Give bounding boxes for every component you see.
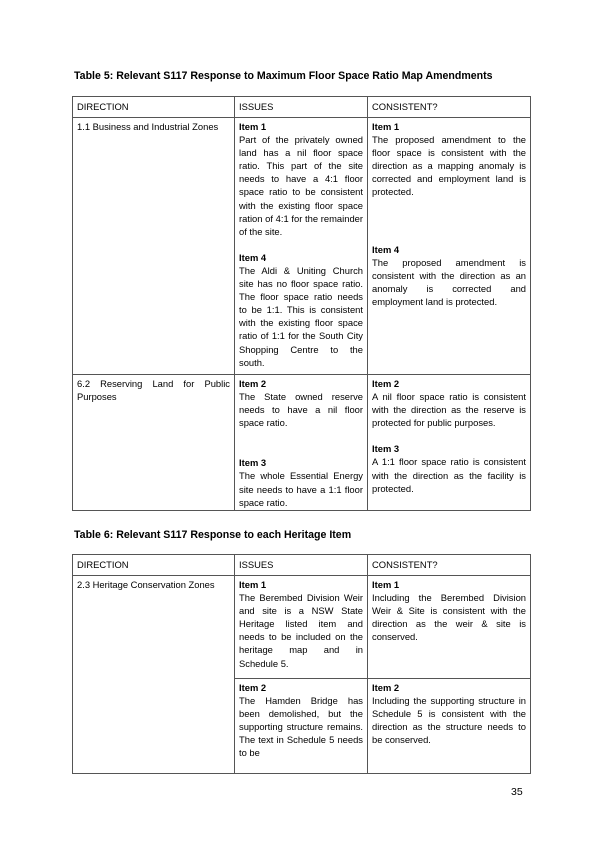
- consistent-title: Item 2: [372, 378, 400, 389]
- table6-header-issues: ISSUES: [235, 555, 368, 576]
- table5-caption: Table 5: Relevant S117 Response to Maximum Floor Space Ratio Map Amendments: [74, 70, 493, 82]
- issues-cell: [235, 576, 368, 679]
- table6: [72, 554, 531, 774]
- issue-text: The Berembed Division Weir and site is a NSW State Heritage listed item and needs to be included on the heritage map and in Schedule 5.: [239, 592, 363, 669]
- consistent-text: The proposed amendment to the floor space is consistent with the direction as a mapping anomaly is corrected and employment land is protected.: [372, 134, 526, 198]
- table5-header-consistent: CONSISTENT?: [368, 97, 531, 118]
- table-row: [73, 118, 531, 375]
- consistent-title: Item 4: [372, 243, 400, 255]
- direction-cell: 2.3 Heritage Conservation Zones: [73, 576, 235, 774]
- direction-cell: 1.1 Business and Industrial Zones: [73, 118, 235, 375]
- issue-title: Item 4: [239, 251, 267, 263]
- table6-header-direction: DIRECTION: [73, 555, 235, 576]
- table5-header-issues: ISSUES: [235, 97, 368, 118]
- consistent-cell: [368, 118, 531, 375]
- issue-title: Item 3: [239, 457, 267, 469]
- consistent-cell: [368, 375, 531, 511]
- consistent-title: Item 2: [372, 682, 400, 693]
- consistent-cell: [368, 679, 531, 774]
- table6-caption: Table 6: Relevant S117 Response to each Heritage Item: [74, 529, 352, 541]
- issues-cell: [235, 118, 368, 375]
- issue-title: Item 2: [239, 378, 267, 389]
- consistent-title: Item 1: [372, 121, 400, 132]
- consistent-cell: [368, 576, 531, 679]
- table6-header-consistent: CONSISTENT?: [368, 555, 531, 576]
- table5-header-row: [73, 97, 531, 118]
- consistent-text: A 1:1 floor space ratio is consistent with the direction as the facility is protected.: [372, 456, 526, 494]
- issues-cell: [235, 375, 368, 511]
- table-row: [73, 576, 531, 679]
- consistent-text: Including the supporting structure in Schedule 5 is consistent with the direction as the structure needs to be conserved.: [372, 695, 526, 746]
- issue-text: The whole Essential Energy site needs to have a 1:1 floor space ratio.: [239, 470, 363, 508]
- consistent-text: Including the Berembed Division Weir & Site is consistent with the direction as the weir & site is conserved.: [372, 592, 526, 643]
- consistent-text: The proposed amendment is consistent with the direction as an anomaly is corrected and employment land is protected.: [372, 256, 526, 307]
- table-row: [73, 375, 531, 511]
- table6-header-row: [73, 555, 531, 576]
- issue-text: The Aldi & Uniting Church site has no floor space ratio. The floor space ratio needs to be 1:1. This is consistent with the existing floor space ratio of 1:1 for the South City Shopping Centre to the south.: [239, 264, 363, 368]
- issue-text: Part of the privately owned land has a nil floor space ratio. This part of the site needs to have a 4:1 floor space ratio to be consistent with the existing floor space ration of 4:1 for the remainder of the site.: [239, 134, 363, 237]
- direction-cell: 6.2 Reserving Land for Public Purposes: [73, 375, 235, 511]
- issues-cell: [235, 679, 368, 774]
- consistent-text: A nil floor space ratio is consistent with the direction as the reserve is protected for public purposes.: [372, 391, 526, 429]
- issue-title: Item 1: [239, 579, 267, 590]
- consistent-title: Item 1: [372, 579, 400, 590]
- page-number: 35: [511, 786, 523, 798]
- issue-title: Item 2: [239, 682, 267, 693]
- table5-header-direction: DIRECTION: [73, 97, 235, 118]
- issue-title: Item 1: [239, 121, 267, 132]
- issue-text: The Hamden Bridge has been demolished, but the supporting structure remains. The text in Schedule 5 needs to be: [239, 695, 363, 759]
- issue-text: The State owned reserve needs to have a nil floor space ratio.: [239, 391, 363, 429]
- consistent-title: Item 3: [372, 443, 400, 455]
- table5: [72, 96, 531, 511]
